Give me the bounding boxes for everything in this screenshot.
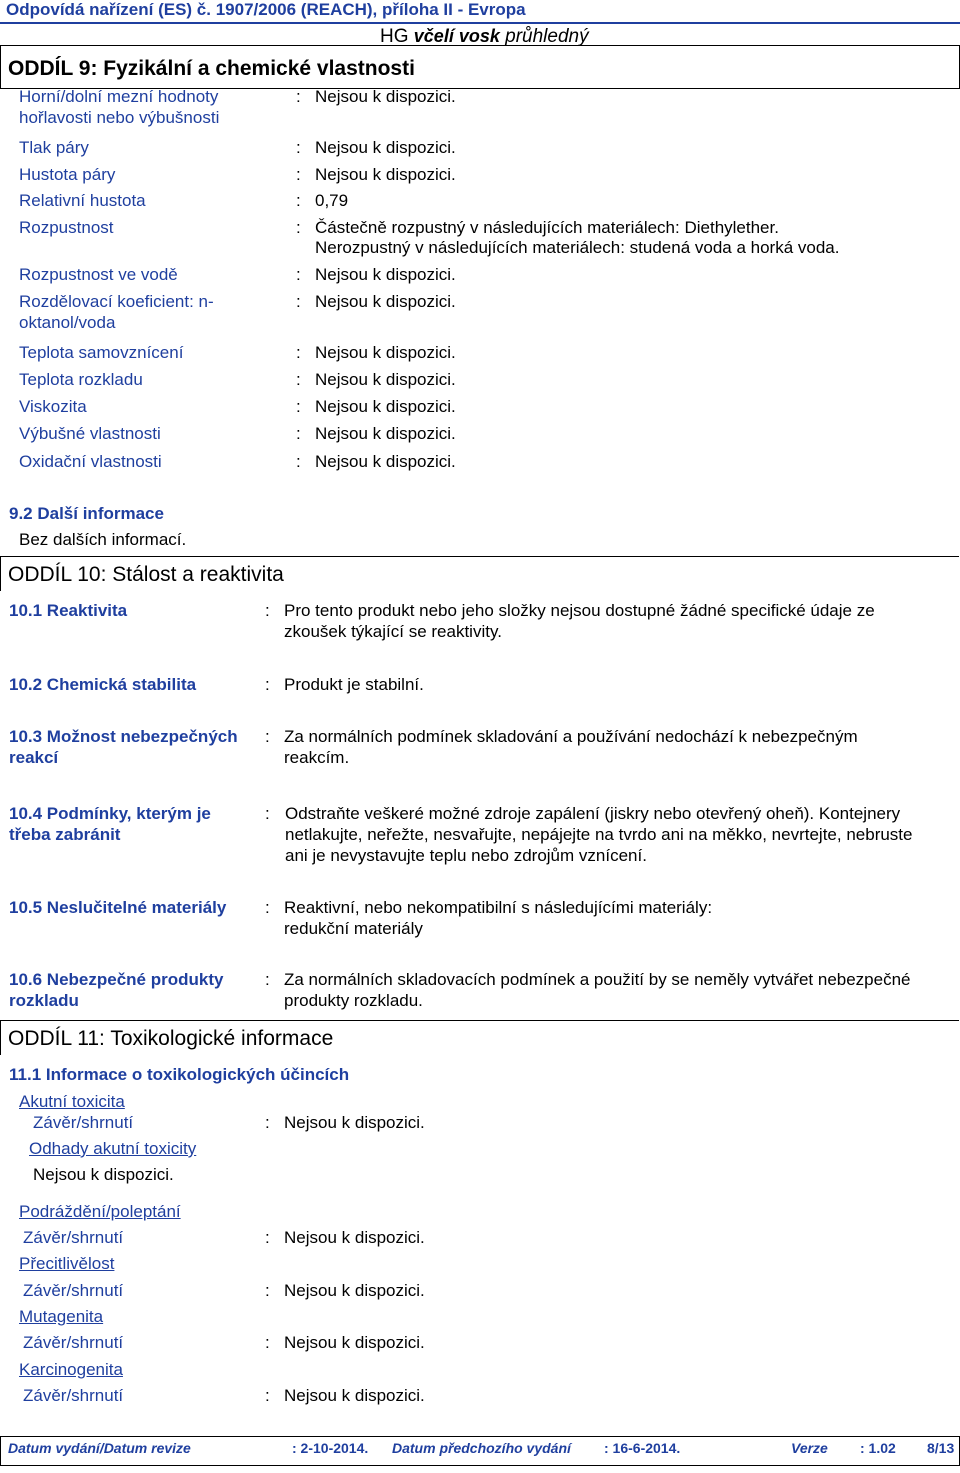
subsection-title: 9.2 Další informace [9,504,164,523]
row-value: Produkt je stabilní. [284,675,424,694]
row-value: Nejsou k dispozici. [315,397,456,416]
row-value: Nejsou k dispozici. [315,87,456,106]
row-label-line2: hořlavosti nebo výbušnosti [19,108,220,127]
row-label: 10.2 Chemická stabilita [9,675,197,694]
row-value-line2: produkty rozkladu. [284,991,423,1010]
row-value: Nejsou k dispozici. [315,343,456,362]
acute-toxicity-link[interactable]: Akutní toxicita [19,1092,125,1111]
summary-label: Závěr/shrnutí [33,1113,134,1132]
row-value: Nejsou k dispozici. [284,1281,425,1300]
mutagenicity-link[interactable]: Mutagenita [19,1307,104,1326]
issue-date-value: : 2-10-2014. [292,1440,369,1456]
row-label: Rozpustnost [19,218,114,237]
row-value-line2: reakcím. [284,748,350,767]
product-suffix: průhledný [505,26,589,47]
colon: : [296,138,301,157]
colon: : [265,804,270,823]
row-label: Teplota rozkladu [19,370,143,389]
colon: : [296,397,301,416]
colon: : [296,165,301,184]
summary-label: Závěr/shrnutí [23,1281,124,1300]
row-label-line2: rozkladu [9,991,79,1010]
row-label: Relativní hustota [19,191,146,210]
colon: : [296,343,301,362]
colon: : [265,1281,270,1300]
issue-date-label: Datum vydání/Datum revize [8,1440,191,1456]
row-value: Částečně rozpustný v následujících materiálech: Diethylether. [315,218,779,237]
colon: : [296,87,301,106]
colon: : [296,452,301,471]
row-value: Nejsou k dispozici. [315,165,456,184]
row-value: Nejsou k dispozici. [315,424,456,443]
colon: : [296,191,301,210]
row-value: 0,79 [315,191,349,210]
row-value: Nejsou k dispozici. [284,1228,425,1247]
product-name: včelí vosk [413,26,500,46]
colon: : [296,265,301,284]
row-value: Nejsou k dispozici. [284,1333,425,1352]
estimates-value: Nejsou k dispozici. [33,1165,174,1184]
row-value-line2: zkoušek týkající se reaktivity. [284,622,502,641]
row-value-line2: redukční materiály [284,919,423,938]
colon: : [296,370,301,389]
section9-title: ODDÍL 9: Fyzikální a chemické vlastnosti [8,57,415,80]
row-value: Za normálních podmínek skladování a používání nedochází k nebezpečným [284,727,858,746]
row-value: Odstraňte veškeré možné zdroje zapálení (jiskry nebo otevřený oheň). Kontejnery [285,804,901,823]
section10-title: ODDÍL 10: Stálost a reaktivita [8,563,284,586]
row-value: Nejsou k dispozici. [315,292,456,311]
page-number: 8/13 [927,1440,955,1456]
carcinogenicity-link[interactable]: Karcinogenita [19,1360,123,1379]
row-label: Teplota samovznícení [19,343,184,362]
row-label: 10.6 Nebezpečné produkty [9,970,224,989]
row-label-line2: oktanol/voda [19,313,116,332]
colon: : [265,675,270,694]
summary-label: Závěr/shrnutí [23,1228,124,1247]
row-label: Tlak páry [19,138,89,157]
section11-title: ODDÍL 11: Toxikologické informace [8,1027,334,1050]
row-value: Reaktivní, nebo nekompatibilní s následujícími materiály: [284,898,713,917]
row-label: Viskozita [19,397,87,416]
row-label: Rozdělovací koeficient: n- [19,292,214,311]
colon: : [265,1386,270,1405]
row-label: Výbušné vlastnosti [19,424,161,443]
row-label: Hustota páry [19,165,116,184]
row-label: 10.3 Možnost nebezpečných [9,727,238,746]
colon: : [296,218,301,237]
colon: : [265,1228,270,1247]
header-rule [0,22,960,24]
row-label: 10.5 Neslučitelné materiály [9,898,227,917]
product-prefix: HG [380,26,409,47]
colon: : [265,727,270,746]
row-label: 10.1 Reaktivita [9,601,128,620]
colon: : [296,292,301,311]
sensitization-link[interactable]: Přecitlivělost [19,1254,115,1273]
previous-date-label: Datum předchozího vydání [392,1440,571,1456]
row-value-line3: ani je nevystavujte teplu nebo zdrojům vznícení. [285,846,647,865]
summary-label: Závěr/shrnutí [23,1386,124,1405]
colon: : [265,970,270,989]
row-value: Nejsou k dispozici. [315,138,456,157]
row-value: Za normálních skladovacích podmínek a použití by se neměly vytvářet nebezpečné [284,970,911,989]
row-label-line2: třeba zabránit [9,825,121,844]
regulation-header: Odpovídá nařízení (ES) č. 1907/2006 (REACH), příloha II - Evropa [6,0,526,19]
row-label: 10.4 Podmínky, kterým je [9,804,211,823]
colon: : [265,898,270,917]
row-label: Oxidační vlastnosti [19,452,162,471]
row-value: Nejsou k dispozici. [315,265,456,284]
row-label: Rozpustnost ve vodě [19,265,178,284]
previous-date-value: : 16-6-2014. [604,1440,681,1456]
row-label: Horní/dolní mezní hodnoty [19,87,219,106]
row-value: Pro tento produkt nebo jeho složky nejsou dostupné žádné specifické údaje ze [284,601,875,620]
version-value: : 1.02 [860,1440,896,1456]
row-value: Nejsou k dispozici. [284,1386,425,1405]
subsection-text: Bez dalších informací. [19,530,187,549]
row-value: Nejsou k dispozici. [284,1113,425,1132]
colon: : [265,1113,270,1132]
colon: : [265,601,270,620]
colon: : [265,1333,270,1352]
irritation-link[interactable]: Podráždění/poleptání [19,1202,181,1221]
version-label: Verze [791,1440,828,1456]
summary-label: Závěr/shrnutí [23,1333,124,1352]
row-value: Nejsou k dispozici. [315,370,456,389]
subsection-title: 11.1 Informace o toxikologických účincích [9,1065,350,1084]
acute-estimates-link[interactable]: Odhady akutní toxicity [29,1139,197,1158]
row-value-line2: Nerozpustný v následujících materiálech: studená voda a horká voda. [315,238,840,257]
row-value: Nejsou k dispozici. [315,452,456,471]
row-value-line2: netlakujte, neřežte, nesvařujte, nepájejte na tvrdo ani na měkko, nevrtejte, nebruste [285,825,913,844]
row-label-line2: reakcí [9,748,59,767]
colon: : [296,424,301,443]
